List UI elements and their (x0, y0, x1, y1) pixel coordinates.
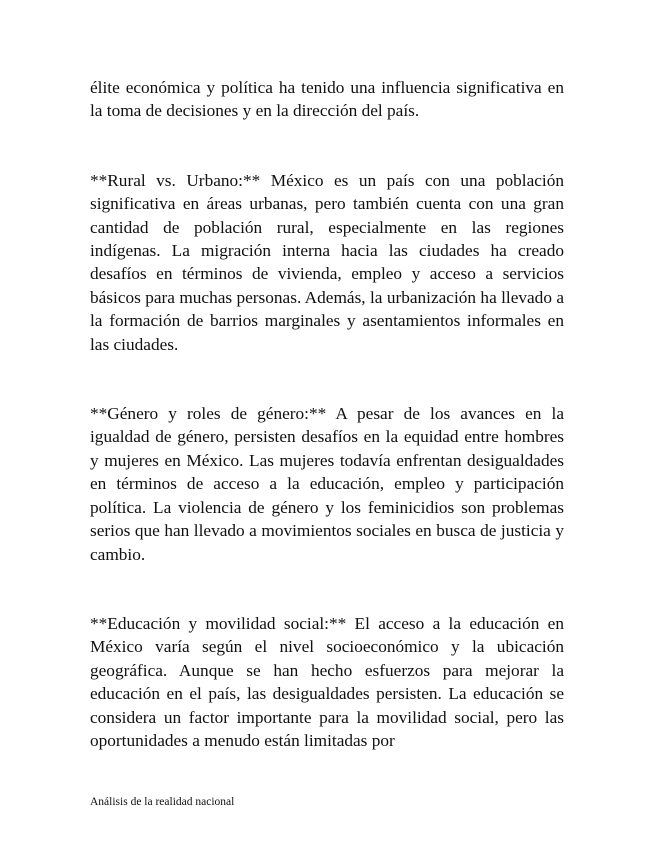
paragraph-educacion: **Educación y movilidad social:** El acceso a la educación en México varía según el nivel socioeconómico y la ubicación geográfica. Aunque se han hecho esfuerzos para mejorar la educación en el país, las desigualdades persisten. La educación se considera un factor importante para la movilidad social, pero las oportunidades a menudo están limitadas por (90, 613, 564, 750)
document-body (90, 76, 564, 752)
page-footer: Análisis de la realidad nacional (90, 796, 235, 808)
paragraph-rural-urbano: **Rural vs. Urbano:** México es un país con una población significativa en áreas urbanas, pero también cuenta con una gran cantidad de población rural, especialmente en las regiones indígenas. La migración interna hacia las ciudades ha creado desafíos en términos de vivienda, empleo y acceso a servicios básicos para muchas personas. Además, la urbanización ha llevado a la formación de barrios marginales y asentamientos informales en las ciudades. (90, 170, 564, 354)
paragraph-elite: élite económica y política ha tenido una influencia significativa en la toma de decisiones y en la dirección del país. (90, 78, 564, 121)
paragraph-genero: **Género y roles de género:** A pesar de los avances en la igualdad de género, persisten desafíos en la equidad entre hombres y mujeres en México. Las mujeres todavía enfrentan desigualdades en términos de acceso a la educación, empleo y participación política. La violencia de género y los feminicidios son problemas serios que han llevado a movimientos sociales en busca de justicia y cambio. (90, 404, 564, 564)
